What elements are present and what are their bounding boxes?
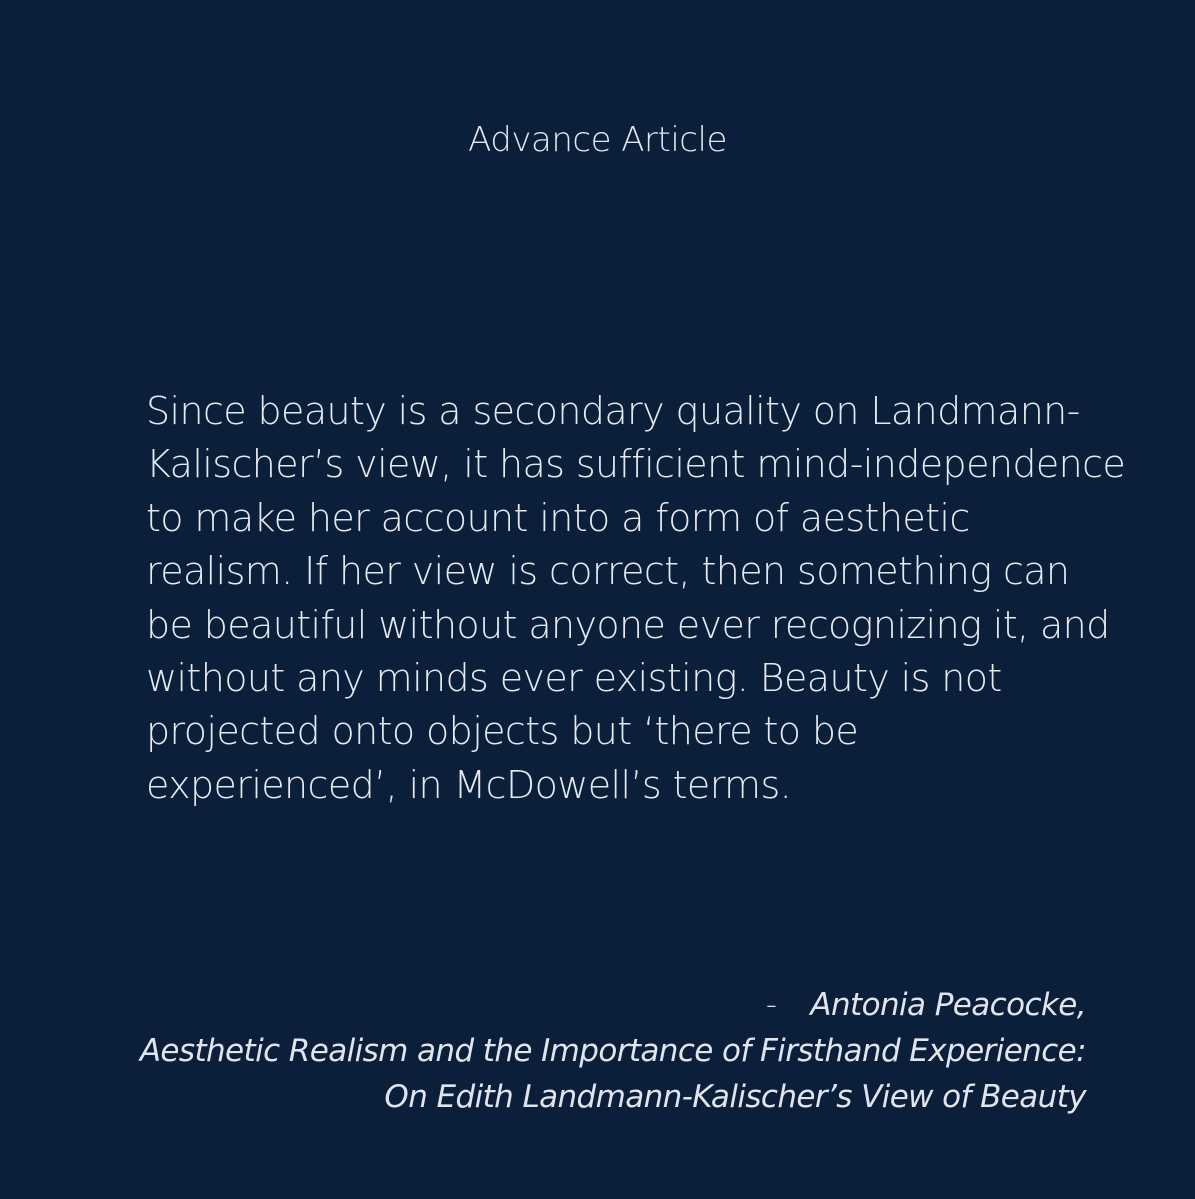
author-line	[140, 982, 1086, 1028]
attribution-dash: -	[765, 987, 777, 1023]
quote-line: projected onto objects but ‘there to be	[146, 709, 859, 754]
page-title: Advance Article	[468, 120, 727, 160]
source-title-line-1: Aesthetic Realism and the Importance of Firsthand Experience:	[139, 1033, 1086, 1069]
quote-attribution	[140, 982, 1086, 1120]
author-name: Antonia Peacocke,	[810, 987, 1086, 1023]
quote-line: realism. If her view is correct, then something can	[146, 549, 1070, 594]
quote-line: to make her account into a form of aesthetic	[146, 495, 970, 540]
source-title-line-2: On Edith Landmann-Kalischer’s View of Beauty	[384, 1079, 1086, 1115]
quote-line: without any minds ever existing. Beauty is not	[146, 656, 1002, 701]
quote-text	[146, 385, 1126, 812]
quote-line: Kalischer’s view, it has sufficient mind-independence	[146, 442, 1126, 487]
quote-line: experienced’, in McDowell’s terms.	[146, 762, 792, 807]
quote-line: be beautiful without anyone ever recognizing it, and	[146, 602, 1110, 647]
quote-line: Since beauty is a secondary quality on Landmann-	[146, 389, 1080, 433]
